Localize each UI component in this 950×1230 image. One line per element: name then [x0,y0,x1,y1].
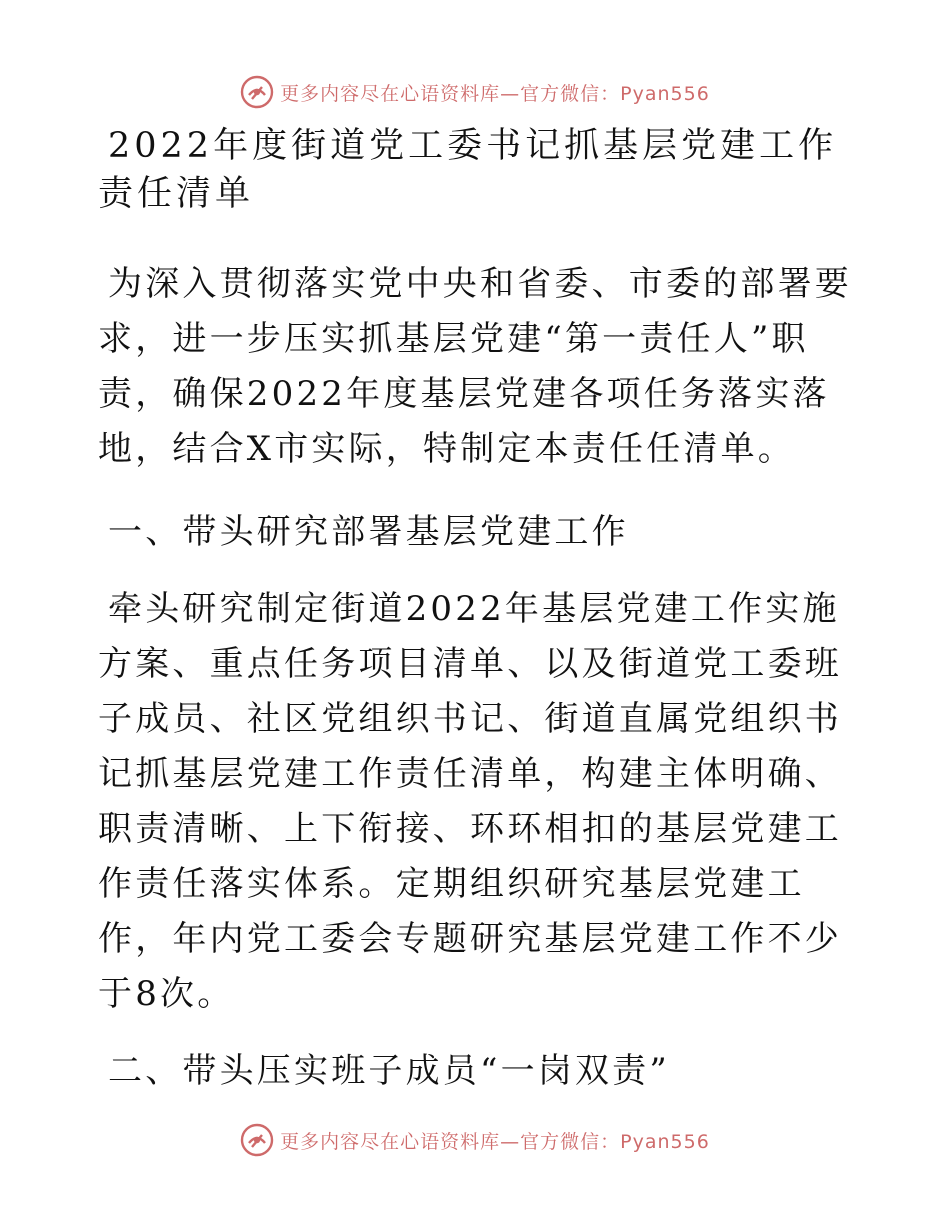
section-heading-1: 一、带头研究部署基层党建工作 [108,512,629,552]
document-title: 2022年度街道党工委书记抓基层党建工作责任清单 [98,126,838,214]
section-body-1: 牵头研究制定街道2022年基层党建工作实施方案、重点任务项目清单、以及街道党工委班子成员、社区党组织书记、街道直属党组织书记抓基层党建工作责任清单，构建主体明确、职责清晰、上下衔接、环环相扣的基层党建工作责任落实体系。定期组织研究基层党建工作，年内党工委会专题研究基层党建工作不少于8次。 [98,589,842,1014]
watermark-header [0,72,950,112]
document-body [98,122,853,1099]
watermark-text: 更多内容尽在心语资料库—官方微信：Pyan556 [280,82,710,105]
intro-paragraph: 为深入贯彻落实党中央和省委、市委的部署要求，进一步压实抓基层党建“第一责任人”职责，确保2022年度基层党建各项任务落实落地，结合X市实际，特制定本责任任清单。 [98,264,852,469]
book-logo-icon [240,75,274,109]
watermark-text: 更多内容尽在心语资料库—官方微信：Pyan556 [280,1130,710,1153]
watermark-footer [0,1120,950,1160]
section-heading-2: 二、带头压实班子成员“一岗双责” [108,1051,670,1091]
book-logo-icon [240,1123,274,1157]
